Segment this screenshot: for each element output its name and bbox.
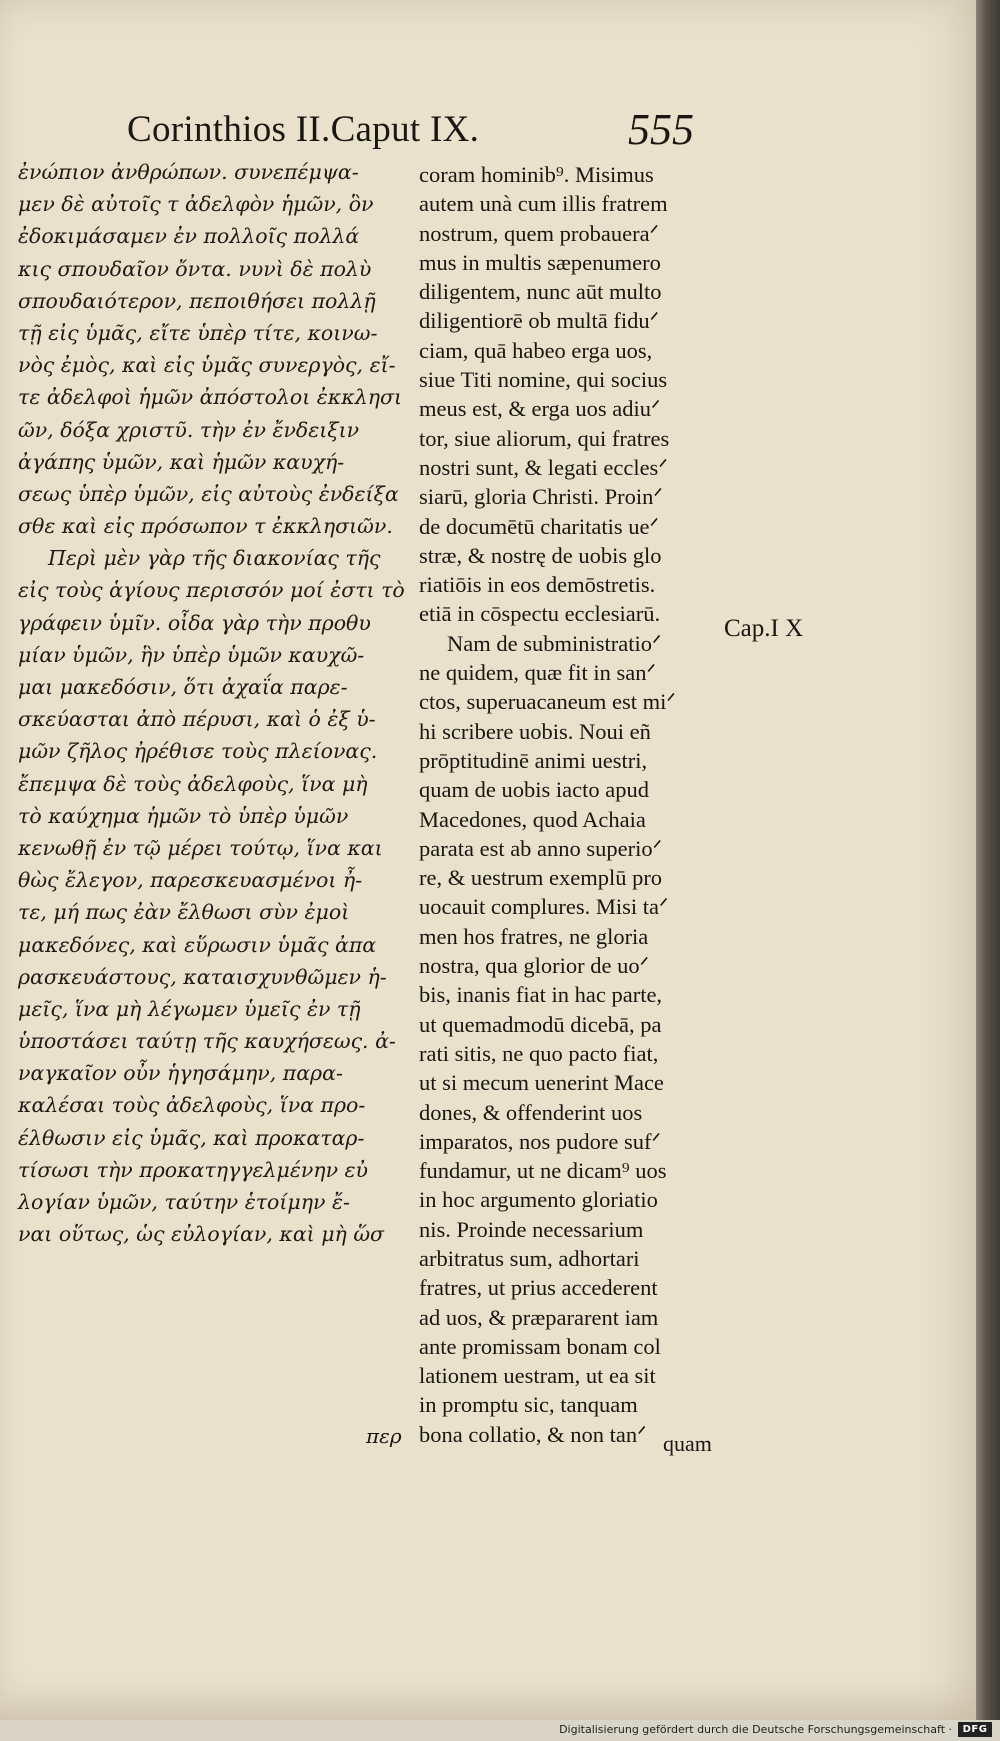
text-line: ut quemadmodū dicebā, pa	[419, 1011, 662, 1037]
text-line: τίσωσι τὴν προκατηγγελμένην εὐ	[18, 1157, 369, 1182]
text-line: bis, inanis fiat in hac parte,	[419, 982, 663, 1008]
text-line: έλθωσιν εἰς ὑμᾶς, καὶ προκαταρ-	[18, 1125, 365, 1150]
text-line: καλέσαι τοὺς ἀδελφοὺς, ἵνα προ-	[18, 1093, 366, 1118]
text-line: ἐνώπιον ἀνθρώπων. συνεπέμψα-	[18, 160, 359, 184]
text-line: κενωθῇ ἐν τῷ μέρει τούτῳ, ἵνα και	[18, 835, 383, 860]
text-line: θὼς ἔλεγον, παρεσκευασμένοι ἦ-	[18, 868, 363, 893]
text-line: τὸ καύχημα ἡμῶν τὸ ὑπὲρ ὑμῶν	[18, 803, 349, 828]
text-line: γράφειν ὑμῖν. οἶδα γὰρ τὴν προθυ	[18, 610, 371, 635]
text-line: τῇ εἰς ὑμᾶς, εἴτε ὑπὲρ τίτε, κοινω-	[18, 320, 378, 345]
text-line: stræ, & nostrę de uobis glo	[419, 542, 662, 568]
text-line: τε ἀδελφοὶ ἡμῶν ἀπόστολοι ἐκκλησι	[18, 385, 403, 410]
text-line: autem unà cum illis fratrem	[419, 191, 668, 217]
page-number: 555	[628, 105, 694, 154]
greek-text-column	[18, 156, 418, 1250]
text-line: τε, μή πως ἐὰν ἔλθωσι σὺν ἐμοὶ	[18, 900, 350, 925]
text-line: hi scribere uobis. Noui eñ	[419, 718, 651, 744]
text-line: arbitratus sum, adhortari	[419, 1245, 640, 1271]
text-line: ἔπεμψα δὲ τοὺς ἀδελφοὺς, ἵνα μὴ	[18, 771, 368, 796]
text-line: Περὶ μὲν γὰρ τῆς διακονίας τῆς	[48, 546, 381, 571]
text-line: fundamur, ut ne dicam⁹ uos	[419, 1158, 667, 1184]
text-line: etiā in cōspectu ecclesiarū.	[419, 601, 661, 627]
dfg-logo: DFG	[958, 1722, 992, 1737]
margin-chapter-note: Cap.I X	[724, 615, 804, 642]
text-line: dones, & offenderint uos	[419, 1099, 643, 1125]
text-line: ρασκευάστους, καταισχυνθῶμεν ἡ-	[18, 964, 387, 989]
text-line: bona collatio, & non tanᐟ	[419, 1421, 647, 1447]
text-line: prōptitudinē animi uestri,	[419, 747, 648, 773]
text-line: mus in multis sæpenumero	[419, 249, 661, 275]
text-line: ἀγάπης ὑμῶν, καὶ ἡμῶν καυχή-	[18, 449, 345, 474]
text-line: in hoc argumento gloriatio	[419, 1187, 658, 1213]
text-line: κις σπουδαῖον ὄντα. νυνὶ δὲ πολὺ	[18, 256, 372, 281]
book-edge	[976, 0, 1000, 1741]
text-line: de documētū charitatis ueᐟ	[419, 513, 660, 539]
text-line: σπουδαιότερον, πεποιθήσει πολλῇ	[18, 288, 376, 313]
text-line: σεως ὑπὲρ ὑμῶν, εἰς αὐτοὺς ἐνδείξα	[18, 481, 399, 506]
text-line: siarū, gloria Christi. Proinᐟ	[419, 484, 663, 510]
text-line: ἐδοκιμάσαμεν ἐν πολλοῖς πολλά	[18, 224, 360, 249]
text-line: ναι οὕτως, ὡς εὐλογίαν, καὶ μὴ ὥσ	[18, 1222, 385, 1247]
text-line: nostri sunt, & legati ecclesᐟ	[419, 454, 668, 480]
text-line: εἰς τοὺς ἁγίους περισσόν μοί ἐστι τὸ	[18, 578, 405, 603]
text-line: coram hominib⁹. Misimus	[419, 162, 654, 187]
text-line: ne quidem, quæ fit in sanᐟ	[419, 660, 656, 686]
footer-bar	[0, 1720, 1000, 1741]
text-line: fratres, ut prius accederent	[419, 1275, 658, 1301]
text-line: μεν δὲ αὐτοῖς τ ἀδελφὸν ἡμῶν, ὃν	[18, 192, 374, 217]
text-line: μαι μακεδόσιν, ὅτι ἀχαΐα παρε-	[18, 675, 348, 699]
text-line: σθε καὶ εἰς πρόσωπον τ ἐκκλησιῶν.	[18, 514, 393, 539]
text-line: diligentem, nunc aūt multo	[419, 279, 662, 305]
text-line: ad uos, & præpararent iam	[419, 1304, 659, 1330]
text-line: μῶν ζῆλος ἠρέθισε τοὺς πλείονας.	[18, 739, 378, 764]
text-line: uocauit complures. Misi taᐟ	[419, 894, 669, 920]
text-line: ciam, quā habeo erga uos,	[419, 337, 653, 363]
text-line: nis. Proinde necessarium	[419, 1216, 644, 1242]
footer-credit: Digitalisierung gefördert durch die Deutsche Forschungsgemeinschaft ·	[559, 1723, 952, 1736]
text-line: in promptu sic, tanquam	[419, 1392, 638, 1418]
text-line: μίαν ὑμῶν, ἣν ὑπὲρ ὑμῶν καυχῶ-	[18, 642, 365, 667]
text-line: re, & uestrum exemplū pro	[419, 865, 663, 891]
text-line: men hos fratres, ne gloria	[419, 923, 649, 949]
text-line: nostrum, quem probaueraᐟ	[419, 220, 660, 246]
text-line: nostra, qua glorior de uoᐟ	[419, 953, 650, 979]
text-line: imparatos, nos pudore sufᐟ	[419, 1128, 661, 1154]
text-line: quam de uobis iacto apud	[419, 777, 649, 803]
text-line: ante promissam bonam col	[419, 1333, 661, 1359]
text-line: parata est ab anno superioᐟ	[419, 835, 663, 861]
text-line: rati sitis, ne quo pacto fiat,	[419, 1040, 659, 1066]
text-line: λογίαν ὑμῶν, ταύτην ἑτοίμην ἔ-	[18, 1190, 350, 1214]
text-line: ὑποστάσει ταύτῃ τῆς καυχήσεως. ἀ-	[18, 1029, 396, 1054]
text-line: ναγκαῖον οὖν ἡγησάμην, παρα-	[18, 1061, 343, 1086]
text-line: tor, siue aliorum, qui fratres	[419, 425, 670, 451]
latin-text-column	[419, 160, 719, 1449]
text-line: Macedones, quod Achaia	[419, 806, 646, 832]
text-line: νὸς ἐμὸς, καὶ εἰς ὑμᾶς συνεργὸς, εἴ-	[18, 353, 396, 378]
text-line: siue Titi nomine, qui socius	[419, 367, 668, 393]
text-line: ctos, superuacaneum est miᐟ	[419, 689, 676, 715]
text-line: μακεδόνες, καὶ εὕρωσιν ὑμᾶς ἀπα	[18, 932, 377, 957]
latin-catchword: quam	[663, 1431, 712, 1456]
text-line: diligentiorē ob multā fiduᐟ	[419, 308, 660, 334]
text-line: riatiōis in eos demōstretis.	[419, 572, 656, 598]
text-line: Nam de subministratioᐟ	[447, 630, 662, 656]
text-line: σκεύασται ἀπὸ πέρυσι, καὶ ὁ ἐξ ὑ-	[18, 707, 376, 732]
text-line: lationem uestram, ut ea sit	[419, 1363, 656, 1389]
running-title: Corinthios II.Caput IX.	[127, 109, 480, 150]
text-line: μεῖς, ἵνα μὴ λέγωμεν ὑμεῖς ἐν τῇ	[18, 996, 361, 1021]
greek-catchword: περ	[366, 1424, 402, 1448]
text-line: ut si mecum uenerint Mace	[419, 1070, 664, 1096]
text-line: ῶν, δόξα χριστῦ. τὴν ἐν ἔνδειξιν	[18, 417, 360, 442]
text-line: meus est, & erga uos adiuᐟ	[419, 396, 661, 422]
